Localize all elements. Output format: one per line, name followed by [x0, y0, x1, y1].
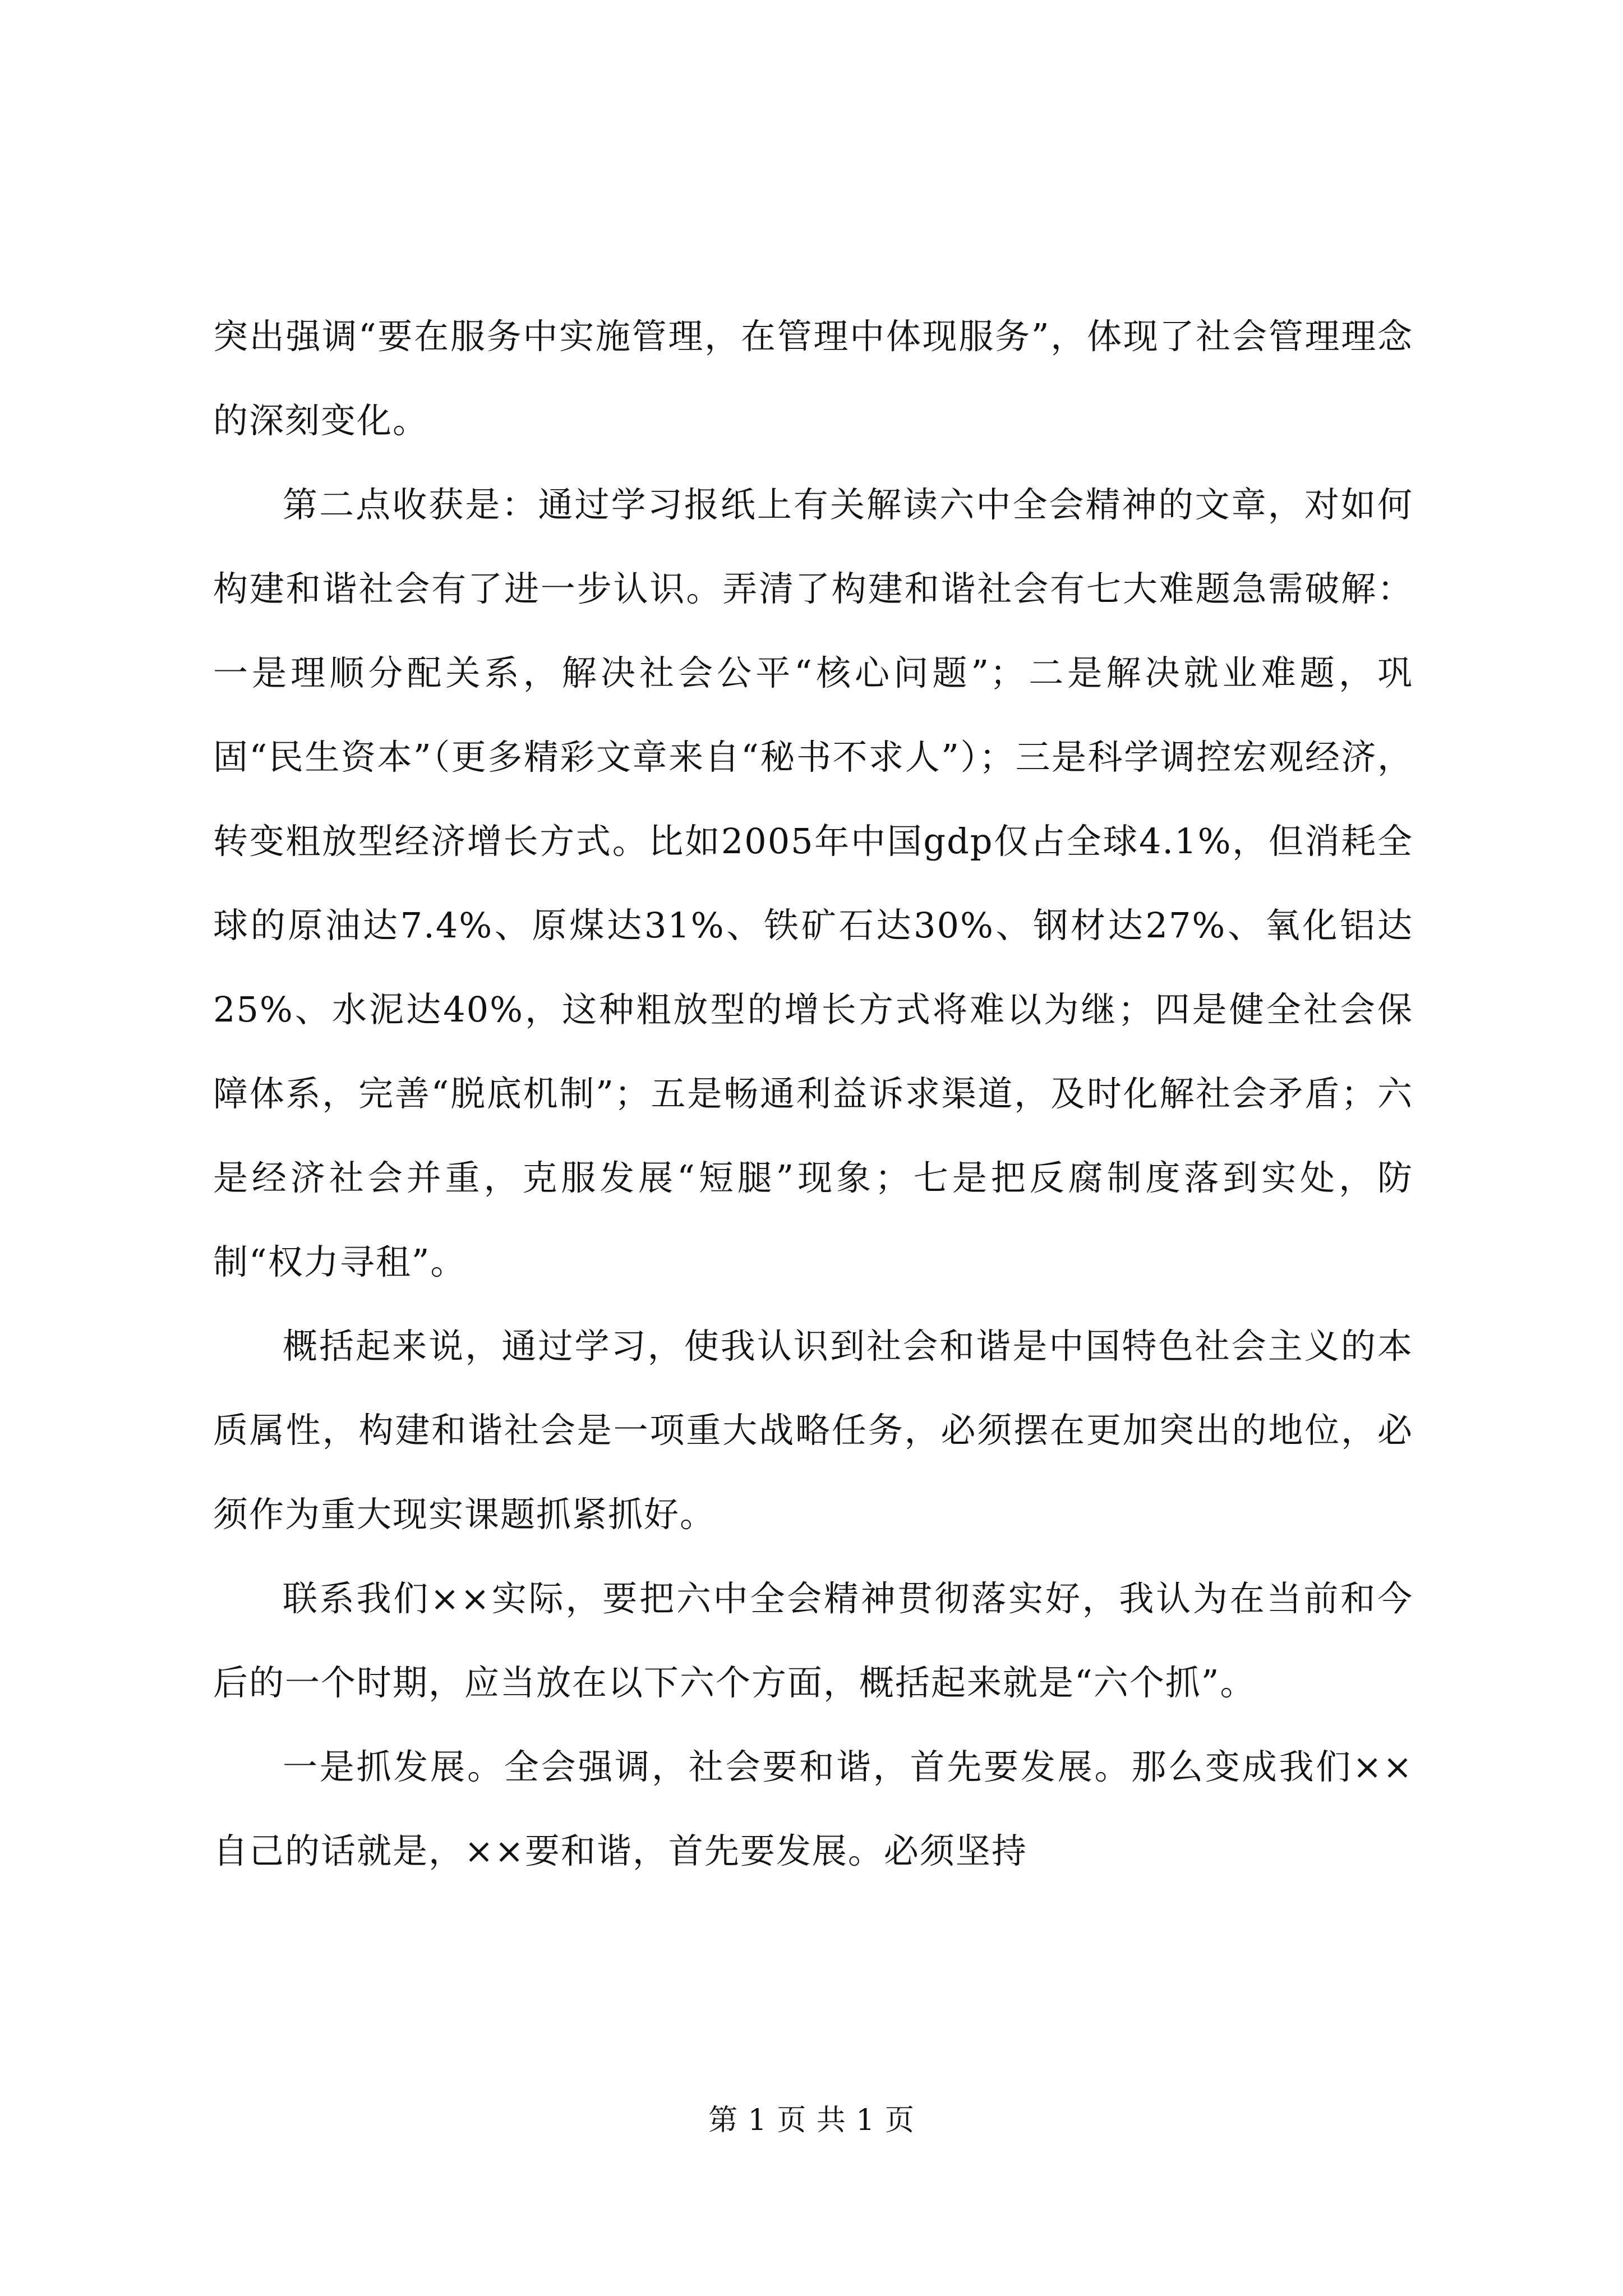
paragraph-1: 突出强调“要在服务中实施管理，在管理中体现服务”，体现了社会管理理念的深刻变化。 — [213, 316, 1413, 441]
page-footer: 第 1 页 共 1 页 — [708, 2104, 915, 2137]
paragraph-3: 概括起来说，通过学习，使我认识到社会和谐是中国特色社会主义的本质属性，构建和谐社会是一项重大战略任务，必须摆在更加突出的地位，必须作为重大现实课题抓紧抓好。 — [213, 1326, 1413, 1535]
paragraph-2: 第二点收获是：通过学习报纸上有关解读六中全会精神的文章，对如何构建和谐社会有了进一步认识。弄清了构建和谐社会有七大难题急需破解：一是理顺分配关系，解决社会公平“核心问题”；二是解决就业难题，巩固“民生资本”（更多精彩文章来自“秘书不求人”）；三是科学调控宏观经济，转变粗放型经济增长方式。比如2005年中国gdp仅占全球4.1%，但消耗全球的原油达7.4%、原煤达31%、铁矿石达30%、钢材达27%、氧化铝达25%、水泥达40%，这种粗放型的增长方式将难以为继；四是健全社会保障体系，完善“脱底机制”；五是畅通利益诉求渠道，及时化解社会矛盾；六是经济社会并重，克服发展“短腿”现象；七是把反腐制度落到实处，防制“权力寻租”。 — [213, 484, 1413, 1282]
paragraph-4: 联系我们××实际，要把六中全会精神贯彻落实好，我认为在当前和今后的一个时期，应当放在以下六个方面，概括起来就是“六个抓”。 — [213, 1578, 1413, 1703]
paragraph-5: 一是抓发展。全会强调，社会要和谐，首先要发展。那么变成我们××自己的话就是，××要和谐，首先要发展。必须坚持 — [213, 1746, 1413, 1871]
document-body — [213, 295, 1413, 1893]
